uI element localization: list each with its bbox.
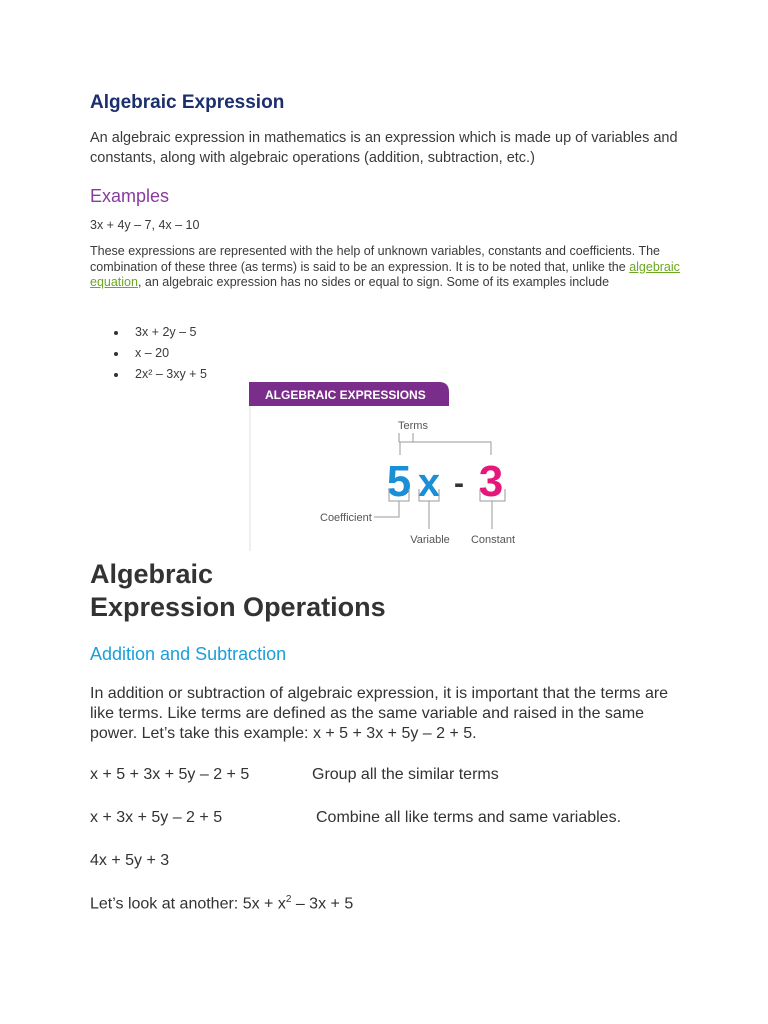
coefficient-label: Coefficient [320,512,372,524]
coefficient-digit: 5 [386,457,412,506]
another-example [90,894,353,913]
step-expression: x + 5 + 3x + 5y – 2 + 5 [90,766,250,783]
terms-label: Terms [398,420,428,432]
bullet-icon [114,373,118,377]
another-example-exponent: 2 [285,894,292,905]
step-note: Group all the similar terms [312,766,499,783]
operations-heading [90,558,386,624]
bullet-icon [114,352,118,356]
variable-label: Variable [410,534,450,546]
page-title: Algebraic Expression [90,92,285,113]
list-item-text: 2x² – 3xy + 5 [135,367,207,381]
algebraic-equation-link[interactable]: algebraic equation [90,259,680,289]
addition-subtraction-heading: Addition and Subtraction [90,644,287,664]
step-note: Combine all like terms and same variables. [316,809,622,826]
list-item [90,324,207,345]
minus-sign: - [454,467,464,500]
description-text-2: , an algebraic expression has no sides or equal to sign. Some of its examples include [137,275,610,289]
list-item [90,366,207,387]
list-item-text: x – 20 [135,346,170,360]
figure-banner-text: ALGEBRAIC EXPRESSIONS [265,388,426,402]
step-expression: x + 3x + 5y – 2 + 5 [90,809,223,826]
another-example-prefix: Let’s look at another: 5x + x [90,895,286,913]
bullet-icon [114,331,118,335]
constant-label: Constant [470,534,516,546]
example-line: 3x + 4y – 7, 4x – 10 [90,218,200,232]
description-text-1: These expressions are represented with the help of unknown variables, constants and coefficients. The combination of these three (as terms) is said to be an expression. It is to be noted that, unlike the [90,244,661,274]
intro-paragraph: An algebraic expression in mathematics is an expression which is made up of variables and constants, along with algebraic operations (addition, subtraction, etc.) [90,130,678,166]
examples-heading: Examples [90,186,170,206]
operations-heading-line1: Algebraic [90,559,214,589]
another-example-suffix: – 3x + 5 [291,895,354,913]
addition-subtraction-paragraph: In addition or subtraction of algebraic expression, it is important that the terms are like terms. Like terms are defined as the same variable and raised in the same power. Let’s take this example: x + 5 + 3x + 5y – 2 + 5. [90,685,669,742]
variable-letter: x [417,461,441,505]
description-paragraph [90,244,690,291]
list-item [90,345,207,366]
constant-digit: 3 [478,457,504,506]
step-expression: 4x + 5y + 3 [90,852,170,869]
list-item-text: 3x + 2y – 5 [135,325,197,339]
example-list [90,324,207,387]
operations-heading-line2: Expression Operations [90,592,386,622]
algebraic-expressions-figure [249,381,519,551]
